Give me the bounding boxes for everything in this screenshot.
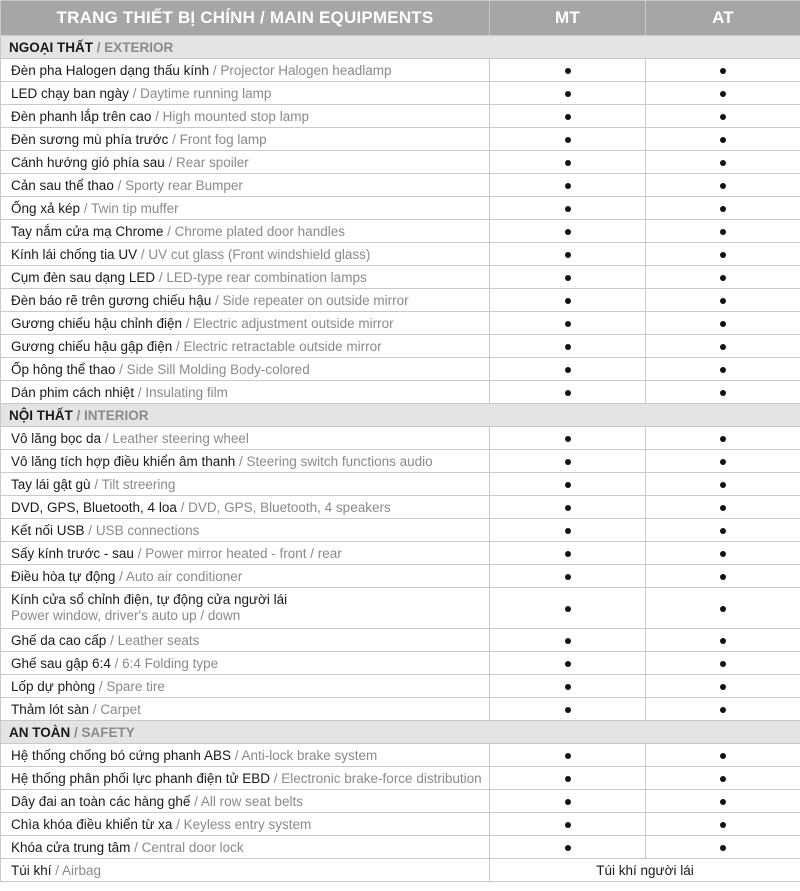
bullet-icon (565, 574, 571, 580)
feature-vn: Vô lăng tích hợp điều khiển âm thanh (11, 453, 236, 469)
bullet-icon (565, 137, 571, 143)
feature-en: Tilt streering (101, 476, 176, 492)
feature-cell: Dây đai an toàn các hàng ghế / All row seat belts (1, 790, 490, 813)
header-at: AT (646, 1, 800, 36)
feature-en: Chrome plated door handles (174, 223, 345, 239)
feature-cell: Lốp dự phòng / Spare tire (1, 675, 490, 698)
bullet-icon (565, 229, 571, 235)
mt-cell (490, 128, 646, 151)
feature-vn: LED chạy ban ngày (11, 85, 129, 101)
bullet-icon (720, 344, 726, 350)
mt-cell (490, 174, 646, 197)
mt-cell (490, 519, 646, 542)
mt-cell (490, 82, 646, 105)
table-row (1, 312, 800, 335)
feature-vn: Đèn sương mù phía trước (11, 131, 169, 147)
feature-cell: Chìa khóa điều khiển từ xa / Keyless entry system (1, 813, 490, 836)
feature-vn: Vô lăng bọc da (11, 430, 105, 446)
feature-cell: Cụm đèn sau dạng LED / LED-type rear combination lamps (1, 266, 490, 289)
section-title-en: EXTERIOR (104, 39, 174, 55)
bullet-icon (565, 436, 571, 442)
section-title-vn: NỘI THẤT (9, 407, 73, 423)
feature-cell: Sấy kính trước - sau / Power mirror heated - front / rear (1, 542, 490, 565)
feature-vn: Điều hòa tự động (11, 568, 116, 584)
feature-cell: Ốp hông thể thao / Side Sill Molding Body-colored (1, 358, 490, 381)
table-row (1, 675, 800, 698)
bullet-icon (720, 661, 726, 667)
feature-vn: Cản sau thể thao (11, 177, 114, 193)
at-cell (646, 565, 800, 588)
at-cell (646, 496, 800, 519)
mt-cell (490, 588, 646, 629)
table-row (1, 565, 800, 588)
bullet-icon (720, 505, 726, 511)
table-row (1, 767, 800, 790)
bullet-icon (565, 505, 571, 511)
mt-cell (490, 312, 646, 335)
at-cell (646, 652, 800, 675)
feature-cell: Kết nối USB / USB connections (1, 519, 490, 542)
table-header-row (1, 1, 800, 36)
bullet-icon (720, 822, 726, 828)
table-row (1, 243, 800, 266)
feature-cell: Đèn báo rẽ trên gương chiếu hậu / Side repeater on outside mirror (1, 289, 490, 312)
feature-en: Keyless entry system (183, 816, 312, 832)
feature-en: High mounted stop lamp (162, 108, 309, 124)
feature-cell: Hệ thống phân phối lực phanh điện tử EBD / Electronic brake-force distribution (1, 767, 490, 790)
feature-en: Auto air conditioner (125, 568, 243, 584)
at-cell (646, 629, 800, 652)
feature-vn: Khóa cửa trung tâm (11, 839, 131, 855)
table-row (1, 128, 800, 151)
bullet-icon (565, 91, 571, 97)
feature-vn: Kính cửa sổ chỉnh điện, tự động cửa người lái (11, 592, 288, 607)
mt-cell (490, 790, 646, 813)
bullet-icon (720, 638, 726, 644)
bullet-icon (565, 344, 571, 350)
bullet-icon (565, 799, 571, 805)
at-cell (646, 243, 800, 266)
table-row (1, 266, 800, 289)
feature-vn: Chìa khóa điều khiển từ xa (11, 816, 173, 832)
feature-cell: Vô lăng tích hợp điều khiển âm thanh / Steering switch functions audio (1, 450, 490, 473)
bullet-icon (565, 183, 571, 189)
mt-cell (490, 266, 646, 289)
feature-en: Electronic brake-force distribution (281, 770, 482, 786)
at-cell (646, 542, 800, 565)
at-cell (646, 312, 800, 335)
mt-cell (490, 427, 646, 450)
at-cell (646, 836, 800, 859)
bullet-icon (565, 275, 571, 281)
feature-vn: Cụm đèn sau dạng LED (11, 269, 156, 285)
bullet-icon (720, 390, 726, 396)
bullet-icon (565, 638, 571, 644)
table-row (1, 450, 800, 473)
at-cell (646, 473, 800, 496)
feature-cell: DVD, GPS, Bluetooth, 4 loa / DVD, GPS, Bluetooth, 4 speakers (1, 496, 490, 519)
feature-vn: Cánh hướng gió phía sau (11, 154, 165, 170)
at-cell (646, 197, 800, 220)
section-title-en: SAFETY (81, 724, 135, 740)
table-row (1, 542, 800, 565)
bullet-icon (720, 298, 726, 304)
feature-en: 6:4 Folding type (122, 655, 219, 671)
airbag-note: Túi khí người lái (490, 859, 800, 882)
bullet-icon (565, 321, 571, 327)
feature-vn: Hệ thống chống bó cứng phanh ABS (11, 747, 231, 763)
mt-cell (490, 698, 646, 721)
feature-cell: Hệ thống chống bó cứng phanh ABS / Anti-lock brake system (1, 744, 490, 767)
section-title-en: INTERIOR (84, 407, 149, 423)
at-cell (646, 588, 800, 629)
bullet-icon (720, 845, 726, 851)
mt-cell (490, 542, 646, 565)
mt-cell (490, 675, 646, 698)
mt-cell (490, 243, 646, 266)
feature-vn: Ghế da cao cấp (11, 632, 107, 648)
bullet-icon (720, 137, 726, 143)
feature-en: Airbag (62, 862, 102, 878)
table-row (1, 358, 800, 381)
bullet-icon (720, 252, 726, 258)
at-cell (646, 381, 800, 404)
bullet-icon (565, 845, 571, 851)
mt-cell (490, 836, 646, 859)
section-title-vn: NGOẠI THẤT (9, 39, 93, 55)
bullet-icon (565, 206, 571, 212)
at-cell (646, 82, 800, 105)
at-cell (646, 744, 800, 767)
mt-cell (490, 744, 646, 767)
mt-cell (490, 473, 646, 496)
table-row (1, 629, 800, 652)
feature-en: Spare tire (106, 678, 165, 694)
feature-en: Daytime running lamp (140, 85, 272, 101)
feature-cell: Thảm lót sàn / Carpet (1, 698, 490, 721)
table-row (1, 381, 800, 404)
feature-cell: Dán phim cách nhiệt / Insulating film (1, 381, 490, 404)
feature-cell: Ghế da cao cấp / Leather seats (1, 629, 490, 652)
feature-vn: Kính lái chống tia UV (11, 246, 138, 262)
table-row (1, 836, 800, 859)
feature-vn: Dán phim cách nhiệt (11, 384, 135, 400)
feature-cell: Tay lái gật gù / Tilt streering (1, 473, 490, 496)
feature-en: Leather steering wheel (112, 430, 249, 446)
at-cell (646, 358, 800, 381)
feature-vn: DVD, GPS, Bluetooth, 4 loa (11, 499, 177, 515)
mt-cell (490, 652, 646, 675)
mt-cell (490, 450, 646, 473)
feature-cell: Cánh hướng gió phía sau / Rear spoiler (1, 151, 490, 174)
table-row (1, 813, 800, 836)
feature-vn: Ốp hông thể thao (11, 361, 116, 377)
at-cell (646, 519, 800, 542)
feature-vn: Hệ thống phân phối lực phanh điện tử EBD (11, 770, 270, 786)
feature-en: Front fog lamp (179, 131, 267, 147)
mt-cell (490, 220, 646, 243)
at-cell (646, 767, 800, 790)
feature-cell: Ghế sau gập 6:4 / 6:4 Folding type (1, 652, 490, 675)
feature-cell: Điều hòa tự động / Auto air conditioner (1, 565, 490, 588)
at-cell (646, 790, 800, 813)
feature-vn: Đèn báo rẽ trên gương chiếu hậu (11, 292, 212, 308)
section-title: NGOẠI THẤT / EXTERIOR (1, 36, 800, 59)
at-cell (646, 220, 800, 243)
feature-vn: Sấy kính trước - sau (11, 545, 134, 561)
feature-vn: Lốp dự phòng (11, 678, 96, 694)
table-row (1, 698, 800, 721)
mt-cell (490, 381, 646, 404)
bullet-icon (565, 707, 571, 713)
section-row (1, 404, 800, 427)
feature-vn: Thảm lót sàn (11, 701, 90, 717)
at-cell (646, 174, 800, 197)
table-row (1, 289, 800, 312)
table-row (1, 588, 800, 629)
bullet-icon (565, 459, 571, 465)
mt-cell (490, 151, 646, 174)
bullet-icon (565, 551, 571, 557)
section-row (1, 36, 800, 59)
at-cell (646, 289, 800, 312)
section-title: NỘI THẤT / INTERIOR (1, 404, 800, 427)
header-mt: MT (490, 1, 646, 36)
feature-vn: Dây đai an toàn các hàng ghế (11, 793, 191, 809)
bullet-icon (565, 661, 571, 667)
feature-cell: Vô lăng bọc da / Leather steering wheel (1, 427, 490, 450)
table-row (1, 790, 800, 813)
bullet-icon (565, 298, 571, 304)
table-row (1, 174, 800, 197)
mt-cell (490, 335, 646, 358)
mt-cell (490, 289, 646, 312)
bullet-icon (565, 684, 571, 690)
feature-en: Insulating film (145, 384, 228, 400)
at-cell (646, 427, 800, 450)
mt-cell (490, 813, 646, 836)
feature-en: Side Sill Molding Body-colored (126, 361, 310, 377)
table-row (1, 744, 800, 767)
bullet-icon (720, 528, 726, 534)
bullet-icon (720, 459, 726, 465)
mt-cell (490, 565, 646, 588)
bullet-icon (720, 482, 726, 488)
bullet-icon (720, 91, 726, 97)
bullet-icon (720, 753, 726, 759)
feature-cell: Túi khí / Airbag (1, 859, 490, 882)
bullet-icon (720, 275, 726, 281)
table-row (1, 220, 800, 243)
at-cell (646, 335, 800, 358)
feature-cell: Gương chiếu hậu chỉnh điện / Electric adjustment outside mirror (1, 312, 490, 335)
feature-cell: Cản sau thể thao / Sporty rear Bumper (1, 174, 490, 197)
at-cell (646, 105, 800, 128)
section-title: AN TOÀN / SAFETY (1, 721, 800, 744)
bullet-icon (565, 160, 571, 166)
feature-en: Twin tip muffer (91, 200, 179, 216)
feature-vn: Kết nối USB (11, 522, 85, 538)
feature-cell: Khóa cửa trung tâm / Central door lock (1, 836, 490, 859)
bullet-icon (565, 367, 571, 373)
mt-cell (490, 358, 646, 381)
table-row (1, 427, 800, 450)
table-row (1, 151, 800, 174)
feature-cell: Đèn phanh lắp trên cao / High mounted stop lamp (1, 105, 490, 128)
feature-en: Carpet (100, 701, 141, 717)
mt-cell (490, 59, 646, 82)
mt-cell (490, 629, 646, 652)
feature-en: Leather seats (117, 632, 200, 648)
bullet-icon (720, 367, 726, 373)
bullet-icon (720, 183, 726, 189)
table-row (1, 105, 800, 128)
feature-en: Anti-lock brake system (241, 747, 378, 763)
feature-vn: Tay lái gật gù (11, 476, 91, 492)
bullet-icon (720, 707, 726, 713)
mt-cell (490, 197, 646, 220)
bullet-icon (720, 574, 726, 580)
feature-en: Rear spoiler (176, 154, 249, 170)
feature-en: All row seat belts (200, 793, 303, 809)
at-cell (646, 151, 800, 174)
bullet-icon (720, 776, 726, 782)
table-row (1, 473, 800, 496)
at-cell (646, 59, 800, 82)
bullet-icon (565, 753, 571, 759)
table-row (1, 82, 800, 105)
feature-cell: Ống xả kép / Twin tip muffer (1, 197, 490, 220)
table-row (1, 197, 800, 220)
feature-en: Steering switch functions audio (246, 453, 433, 469)
feature-cell: Tay nắm cửa mạ Chrome / Chrome plated door handles (1, 220, 490, 243)
feature-vn: Ống xả kép (11, 200, 81, 216)
bullet-icon (565, 606, 571, 612)
bullet-icon (720, 551, 726, 557)
feature-en: LED-type rear combination lamps (166, 269, 367, 285)
feature-cell (1, 588, 490, 629)
feature-cell: Đèn sương mù phía trước / Front fog lamp (1, 128, 490, 151)
section-title-vn: AN TOÀN (9, 724, 71, 740)
feature-vn: Túi khí (11, 862, 52, 878)
bullet-icon (720, 229, 726, 235)
feature-cell: Kính lái chống tia UV / UV cut glass (Front windshield glass) (1, 243, 490, 266)
bullet-icon (565, 114, 571, 120)
table-row (1, 652, 800, 675)
feature-vn: Ghế sau gập 6:4 (11, 655, 111, 671)
bullet-icon (565, 252, 571, 258)
feature-en: Sporty rear Bumper (125, 177, 243, 193)
feature-en: DVD, GPS, Bluetooth, 4 speakers (188, 499, 391, 515)
at-cell (646, 450, 800, 473)
mt-cell (490, 496, 646, 519)
bullet-icon (565, 482, 571, 488)
section-row (1, 721, 800, 744)
at-cell (646, 813, 800, 836)
feature-en: Power mirror heated - front / rear (145, 545, 342, 561)
feature-vn: Tay nắm cửa mạ Chrome (11, 223, 164, 239)
at-cell (646, 128, 800, 151)
at-cell (646, 266, 800, 289)
mt-cell (490, 767, 646, 790)
feature-vn: Gương chiếu hậu gập điện (11, 338, 173, 354)
feature-en: Side repeater on outside mirror (222, 292, 409, 308)
header-feature: TRANG THIẾT BỊ CHÍNH / MAIN EQUIPMENTS (1, 1, 490, 36)
bullet-icon (720, 321, 726, 327)
table-row (1, 496, 800, 519)
bullet-icon (720, 799, 726, 805)
bullet-icon (720, 606, 726, 612)
feature-en: Power window, driver's auto up / down (11, 608, 241, 623)
feature-cell: Đèn pha Halogen dạng thấu kính / Projector Halogen headlamp (1, 59, 490, 82)
feature-en: USB connections (95, 522, 200, 538)
feature-cell: Gương chiếu hậu gập điện / Electric retractable outside mirror (1, 335, 490, 358)
bullet-icon (720, 684, 726, 690)
feature-en: Electric retractable outside mirror (183, 338, 382, 354)
feature-vn: Đèn pha Halogen dạng thấu kính (11, 62, 210, 78)
bullet-icon (720, 436, 726, 442)
bullet-icon (720, 114, 726, 120)
feature-cell: LED chạy ban ngày / Daytime running lamp (1, 82, 490, 105)
bullet-icon (565, 68, 571, 74)
feature-en: UV cut glass (Front windshield glass) (148, 246, 371, 262)
at-cell (646, 675, 800, 698)
table-row (1, 859, 800, 882)
mt-cell (490, 105, 646, 128)
table-row (1, 519, 800, 542)
feature-en: Electric adjustment outside mirror (193, 315, 394, 331)
bullet-icon (720, 160, 726, 166)
bullet-icon (565, 390, 571, 396)
bullet-icon (720, 68, 726, 74)
bullet-icon (720, 206, 726, 212)
bullet-icon (565, 776, 571, 782)
bullet-icon (565, 822, 571, 828)
feature-en: Projector Halogen headlamp (220, 62, 392, 78)
feature-en: Central door lock (141, 839, 244, 855)
table-body (1, 36, 800, 882)
bullet-icon (565, 528, 571, 534)
table-row (1, 335, 800, 358)
feature-vn: Gương chiếu hậu chỉnh điện (11, 315, 183, 331)
at-cell (646, 698, 800, 721)
table-row (1, 59, 800, 82)
feature-vn: Đèn phanh lắp trên cao (11, 108, 152, 124)
